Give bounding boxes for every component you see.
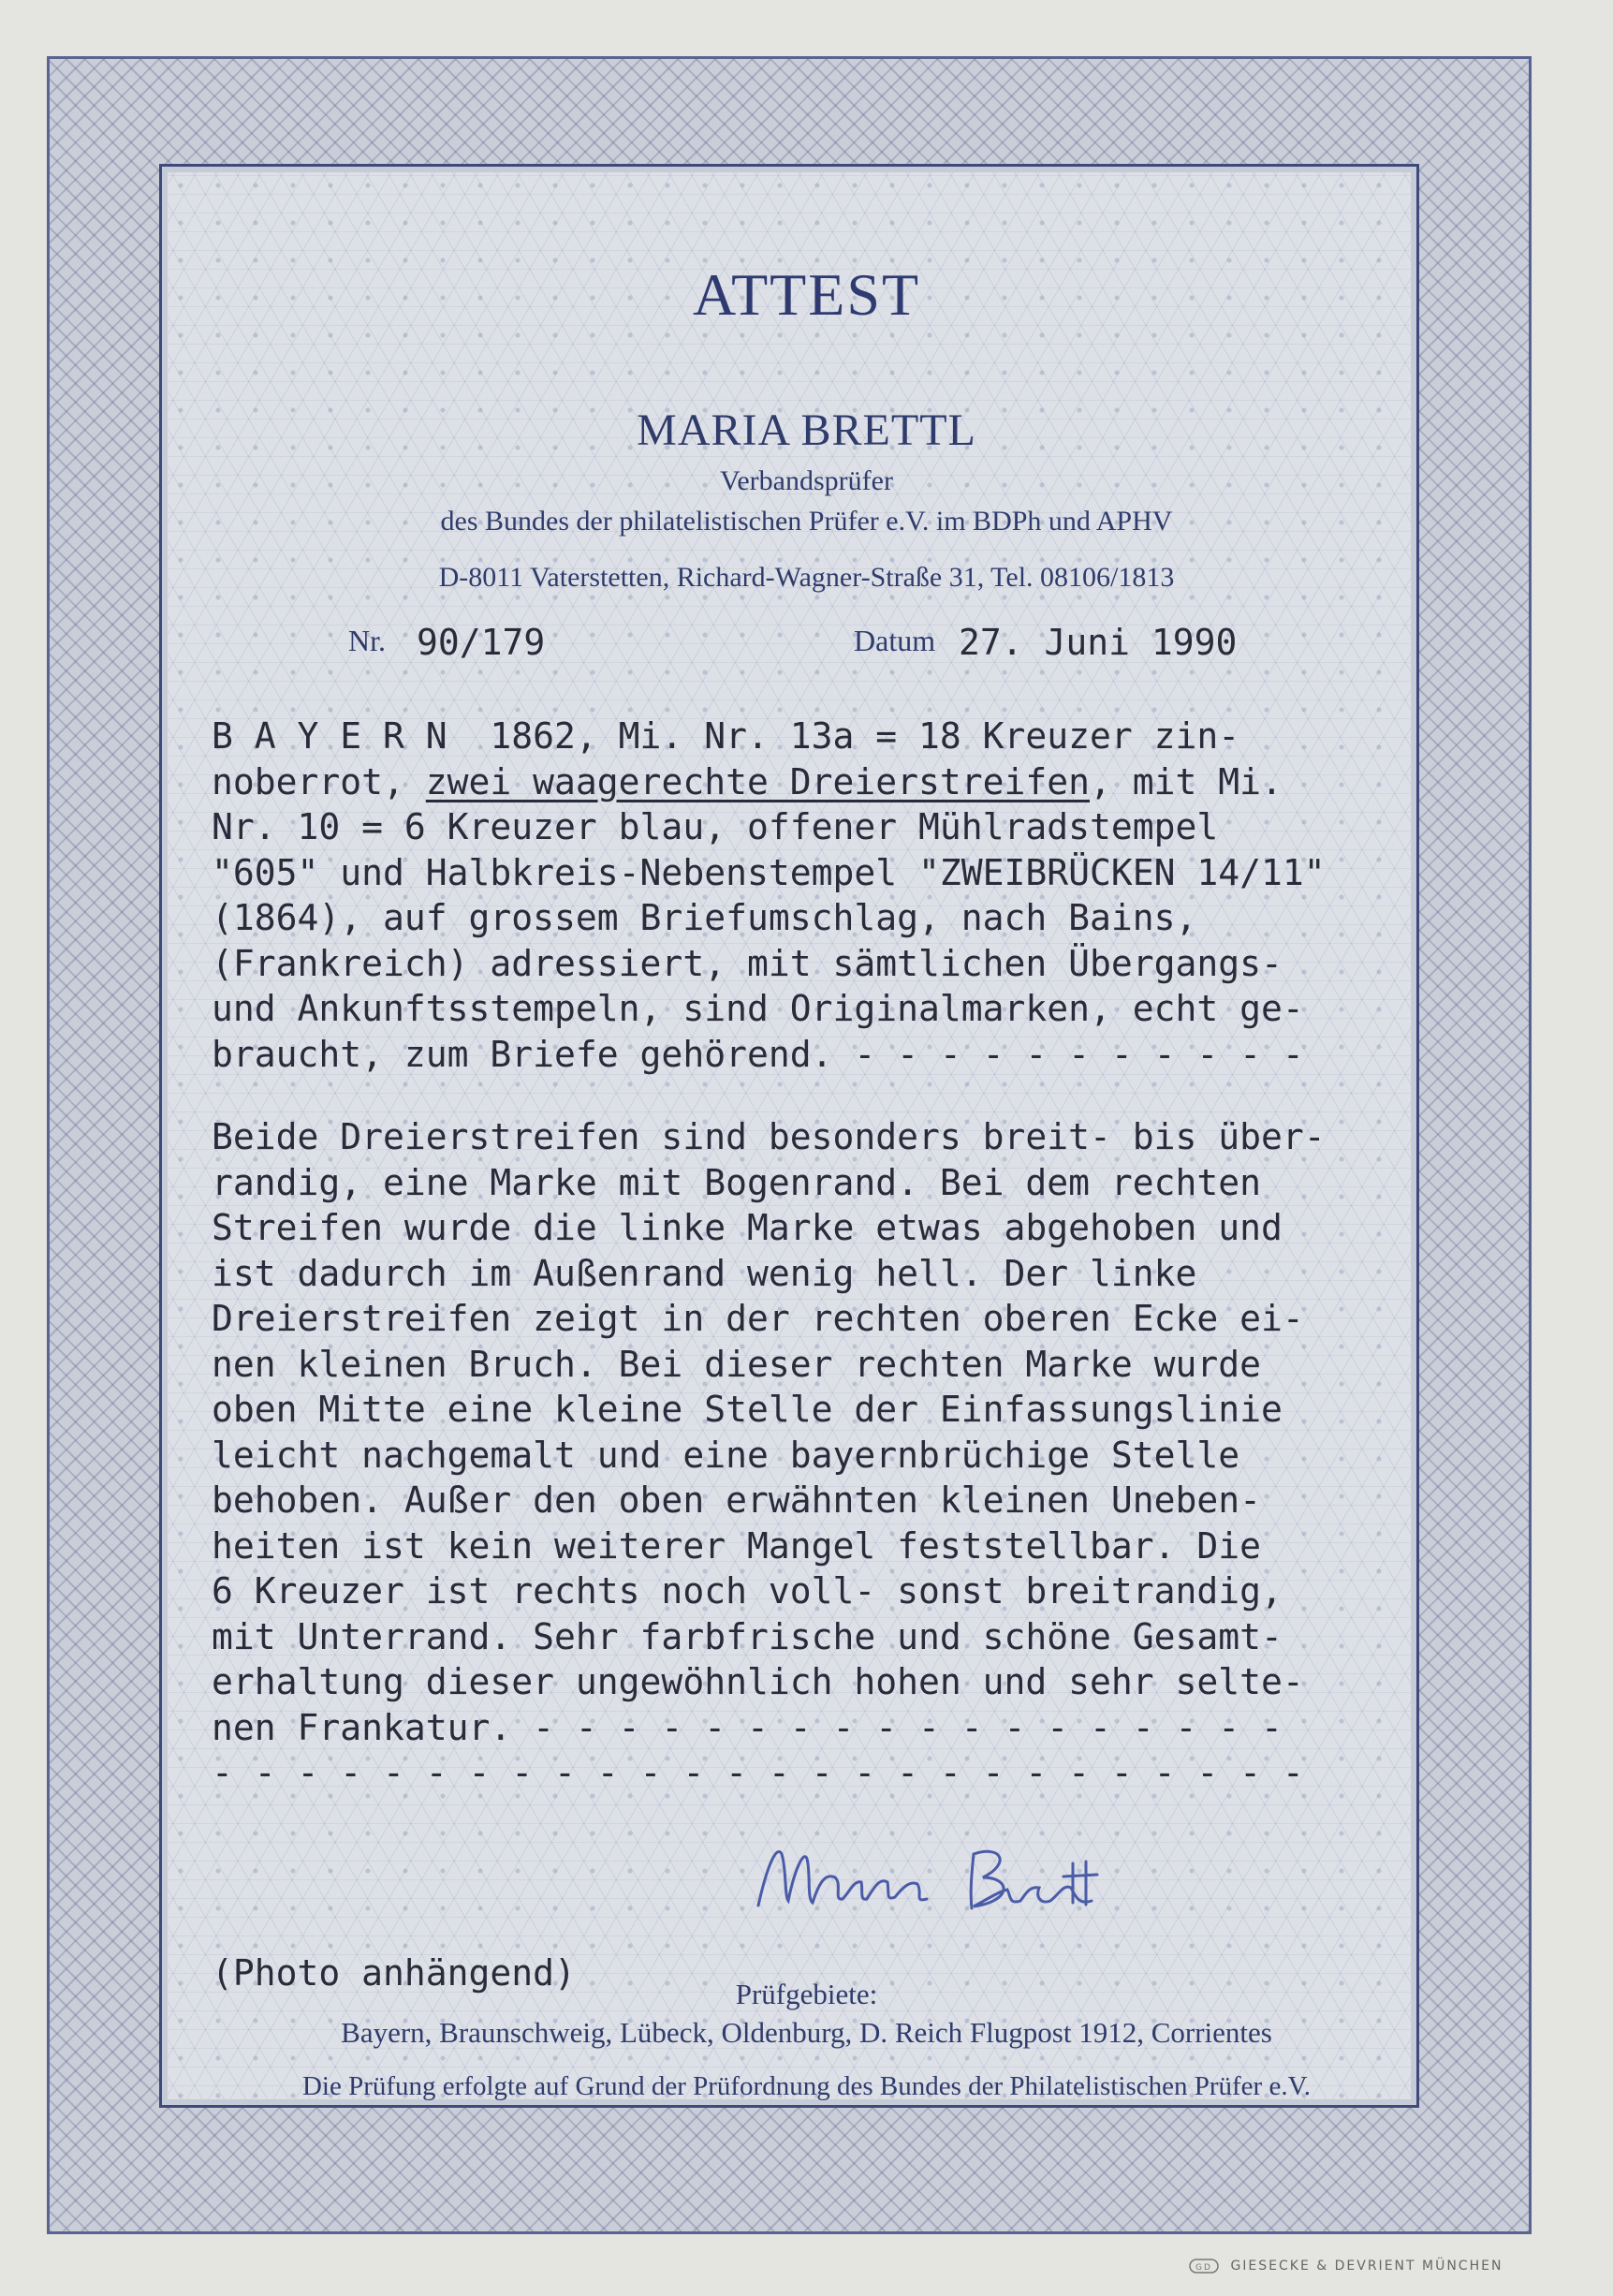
paragraph-description — [212, 714, 1419, 1077]
printer-name: GIESECKE & DEVRIENT MÜNCHEN — [1230, 2259, 1503, 2274]
text-line: mit Unterrand. Sehr farbfrische und schöne Gesamt- — [212, 1615, 1283, 1657]
svg-text:GD: GD — [1195, 2263, 1212, 2273]
areas-label: Prüfgebiete: — [735, 1978, 878, 2010]
text-line: ist dadurch im Außenrand wenig hell. Der linke — [212, 1252, 1197, 1294]
text-line: braucht, zum Briefe gehörend. - - - - - - - - - - - — [212, 1033, 1304, 1075]
text-line: Beide Dreierstreifen sind besonders breit- bis über- — [212, 1116, 1326, 1157]
text-line: - - - - - - - - - - - - - - - - - - - - - - - - - - — [212, 1752, 1304, 1793]
text-line: und Ankunftsstempeln, sind Originalmarken, echt ge- — [212, 988, 1304, 1029]
number-label: Nr. — [348, 624, 386, 657]
gd-logo-icon — [1189, 2259, 1219, 2274]
text-line: (Frankreich) adressiert, mit sämtlichen Übergangs- — [212, 942, 1283, 984]
address: D-8011 Vaterstetten, Richard-Wagner-Straße 31, Tel. 08106/1813 — [438, 562, 1175, 593]
footer-note: Die Prüfung erfolgte auf Grund der Prüfordnung des Bundes der Philatelistischen Prüfer e.V. — [301, 2071, 1312, 2101]
text-line: B A Y E R N 1862, Mi. Nr. 13a = 18 Kreuzer zin- — [212, 715, 1240, 757]
text-line: Dreierstreifen zeigt in der rechten oberen Ecke ei- — [212, 1298, 1304, 1339]
text-line: nen Frankatur. - - - - - - - - - - - - - - - - - - — [212, 1706, 1283, 1748]
text-line: oben Mitte eine kleine Stelle der Einfassungslinie — [212, 1389, 1283, 1430]
text-line: (1864), auf grossem Briefumschlag, nach Bains, — [212, 897, 1197, 938]
text-line: 6 Kreuzer ist rechts noch voll- sonst breitrandig, — [212, 1570, 1283, 1612]
association: des Bundes der philatelistischen Prüfer e.V. im BDPh und APHV — [440, 506, 1173, 537]
certificate-number: 90/179 — [417, 622, 546, 663]
date-label: Datum — [854, 624, 936, 657]
text-line: Streifen wurde die linke Marke etwas abgehoben und — [212, 1207, 1283, 1248]
certificate-title: ATTEST — [692, 261, 921, 328]
text-line: nen kleinen Bruch. Bei dieser rechten Marke wurde — [212, 1343, 1262, 1385]
text-line: "605" und Halbkreis-Nebenstempel "ZWEIBRÜCKEN 14/11" — [212, 851, 1326, 893]
examination-areas: Bayern, Braunschweig, Lübeck, Oldenburg, D. Reich Flugpost 1912, Corrientes — [341, 2016, 1272, 2049]
text-line: leicht nachgemalt und eine bayernbrüchige Stelle — [212, 1434, 1240, 1476]
text-line: randig, eine Marke mit Bogenrand. Bei dem rechten — [212, 1161, 1262, 1203]
photo-note: (Photo anhängend) — [212, 1952, 576, 1994]
underlined-phrase: zwei waagerechte Dreierstreifen — [425, 760, 1090, 802]
text-line: erhaltung dieser ungewöhnlich hohen und sehr selte- — [212, 1661, 1304, 1702]
paragraph-condition — [212, 1114, 1419, 1796]
text-line: Nr. 10 = 6 Kreuzer blau, offener Mühlradstempel — [212, 806, 1219, 847]
printer-imprint — [1189, 2259, 1503, 2274]
examiner-name: MARIA BRETTL — [637, 405, 976, 455]
certificate-date: 27. Juni 1990 — [959, 622, 1238, 663]
handwritten-signature — [749, 1826, 1236, 1920]
text-line: noberrot, zwei waagerechte Dreierstreifen, mit Mi. — [212, 760, 1283, 802]
text-line: behoben. Außer den oben erwähnten kleinen Uneben- — [212, 1479, 1262, 1521]
text-line: heiten ist kein weiterer Mangel feststellbar. Die — [212, 1524, 1262, 1567]
examiner-role: Verbandsprüfer — [720, 465, 893, 496]
